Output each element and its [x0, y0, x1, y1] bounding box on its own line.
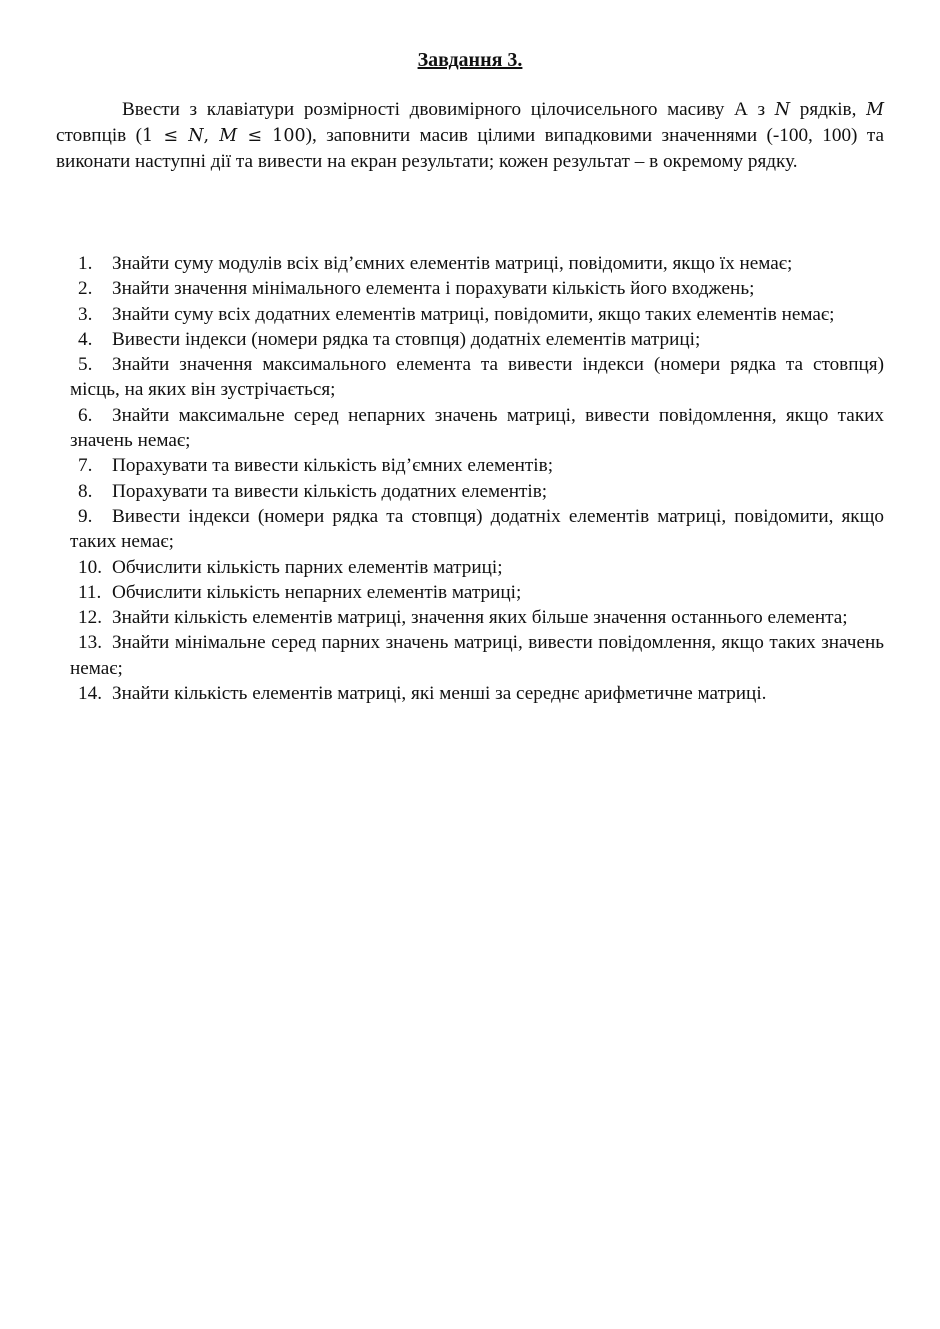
task-text: Знайти мінімальне серед парних значень матриці, вивести повідомлення, якщо таких значень немає; — [70, 632, 884, 679]
task-number: 9. — [78, 505, 93, 527]
intro-text: ), заповнити масив цілими випадковими значеннями (-100, 100) та виконати наступні дії та вивести на екран результати; кожен результат – в окремому рядку. — [56, 125, 884, 172]
intro-text: рядків, — [790, 99, 867, 120]
list-item — [70, 403, 884, 454]
task-text: Порахувати та вивести кількість додатних елементів; — [112, 480, 548, 502]
task-number: 3. — [78, 303, 93, 325]
variable-n: N — [774, 100, 791, 120]
list-item — [70, 479, 884, 504]
task-text: Знайти кількість елементів матриці, які менші за середнє арифметичне матриці. — [112, 683, 767, 705]
task-number: 13. — [78, 632, 102, 654]
intro-text: стовпців ( — [56, 125, 143, 146]
task-description — [56, 97, 884, 174]
constraint-comma: , — [203, 126, 220, 146]
constraint-lower: 1 ≤ — [142, 126, 189, 146]
task-text: Вивести індекси (номери рядка та стовпця) додатніх елементів матриці, повідомити, якщо таких немає; — [70, 505, 884, 553]
list-item — [70, 352, 884, 403]
list-item — [70, 630, 884, 681]
task-list — [70, 251, 884, 706]
task-number: 5. — [78, 354, 93, 376]
task-text: Знайти суму модулів всіх від’ємних елементів матриці, повідомити, якщо їх немає; — [112, 253, 793, 274]
page-title: Завдання 3. — [417, 49, 523, 71]
task-text: Знайти значення мінімального елемента і порахувати кількість його входжень; — [112, 278, 755, 300]
task-text: Порахувати та вивести кількість від’ємних елементів; — [112, 455, 554, 477]
task-text: Знайти значення максимального елемента та вивести індекси (номери рядка та стовпця) місць, на яких він зустрічається; — [70, 354, 884, 401]
task-number: 10. — [78, 556, 102, 578]
list-item — [70, 276, 884, 301]
task-text: Знайти суму всіх додатних елементів матриці, повідомити, якщо таких елементів немає; — [112, 303, 835, 325]
constraint-n: N — [188, 126, 204, 146]
list-item — [70, 681, 884, 706]
list-item — [70, 251, 884, 276]
task-text: Обчислити кількість непарних елементів матриці; — [112, 581, 522, 603]
task-number: 8. — [78, 480, 93, 502]
list-item — [70, 605, 884, 630]
list-item — [70, 580, 884, 605]
variable-m: M — [866, 100, 884, 120]
task-text: Обчислити кількість парних елементів матриці; — [112, 556, 503, 578]
task-number: 14. — [78, 683, 102, 705]
constraint-upper: ≤ 100 — [237, 126, 306, 146]
list-item — [70, 504, 884, 555]
task-text: Знайти кількість елементів матриці, значення яких більше значення останнього елемента; — [112, 607, 848, 629]
task-number: 7. — [78, 455, 93, 477]
task-number: 6. — [78, 404, 93, 426]
task-text: Вивести індекси (номери рядка та стовпця) додатніх елементів матриці; — [112, 328, 701, 350]
constraint-m: M — [219, 126, 238, 146]
constraint-formula — [142, 126, 306, 146]
task-text: Знайти максимальне серед непарних значень матриці, вивести повідомлення, якщо таких значень немає; — [70, 404, 884, 452]
task-number: 1. — [78, 253, 93, 274]
task-number: 12. — [78, 607, 102, 629]
list-item — [70, 555, 884, 580]
task-number: 4. — [78, 328, 93, 350]
list-item — [70, 453, 884, 478]
intro-text: Ввести з клавіатури розмірності двовимірного цілочисельного масиву А з — [122, 99, 775, 120]
list-item — [70, 327, 884, 352]
task-number: 11. — [78, 581, 102, 603]
task-number: 2. — [78, 278, 93, 300]
list-item — [70, 302, 884, 327]
